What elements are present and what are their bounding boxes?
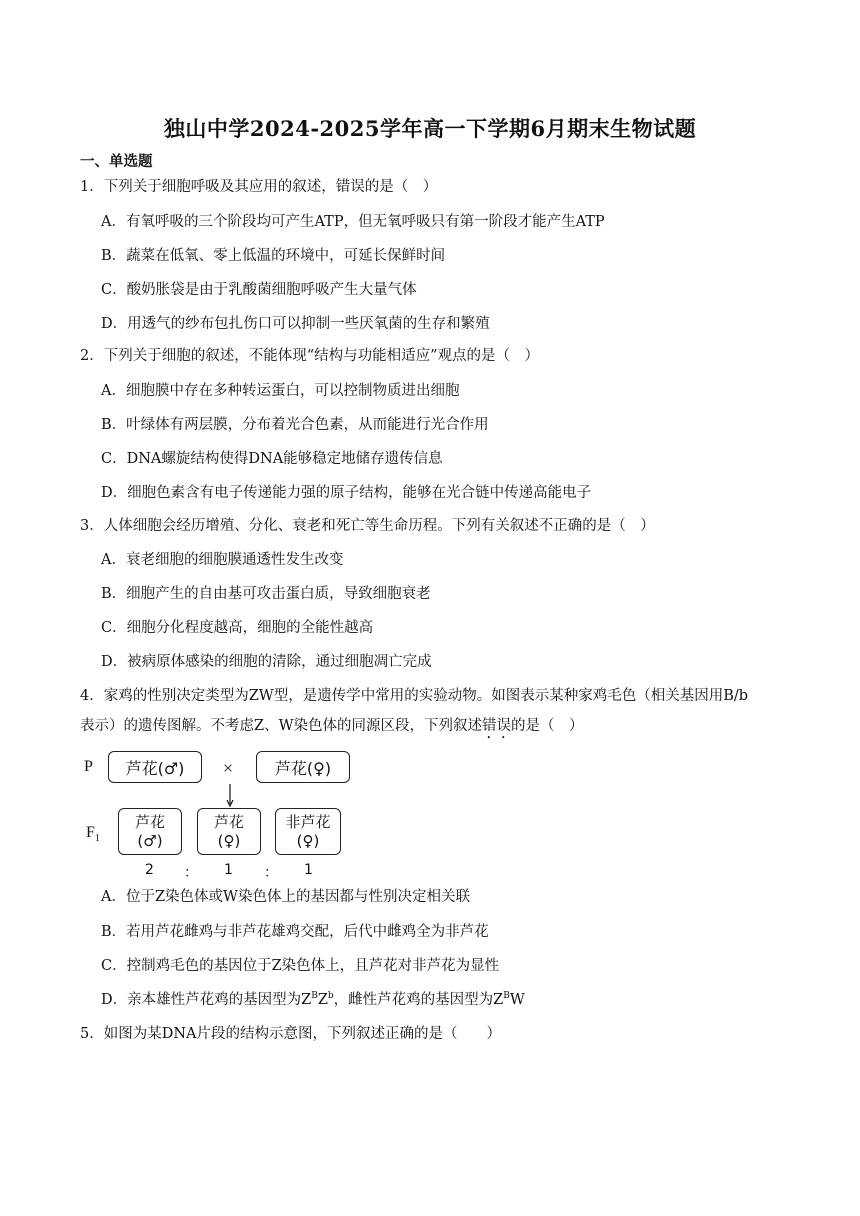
offspring-box-2 (197, 808, 261, 855)
question-3-option-b: B．细胞产生的自由基可攻击蛋白质，导致细胞衰老 (101, 586, 431, 602)
question-3-option-d: D．被病原体感染的细胞的清除，通过细胞凋亡完成 (101, 654, 432, 670)
allele-superscript: B (311, 991, 318, 1002)
question-3-option-a: A．衰老细胞的细胞膜通透性发生改变 (101, 552, 344, 568)
allele-superscript: B (503, 991, 510, 1002)
option-d-text: W (509, 992, 525, 1008)
ratio-colon-1: ： (184, 865, 198, 881)
section-heading: 一、单选题 (80, 153, 153, 170)
offspring-sex: (♂) (137, 831, 163, 850)
question-1-option-d: D．用透气的纱布包扎伤口可以抑制一些厌氧菌的生存和繁殖 (101, 316, 490, 332)
emphasized-word: 错误 (481, 718, 511, 734)
ratio-colon-2: ： (264, 865, 278, 881)
question-3-option-c: C．细胞分化程度越高，细胞的全能性越高 (101, 620, 374, 636)
cross-symbol: × (223, 758, 234, 778)
question-4-option-c: C．控制鸡毛色的基因位于Z染色体上，且芦花对非芦花为显性 (101, 958, 500, 974)
offspring-phenotype: 非芦花 (285, 812, 331, 831)
question-2-option-b: B．叶绿体有两层膜，分布着光合色素，从而能进行光合作用 (101, 417, 489, 433)
question-1-option-c: C．酸奶胀袋是由于乳酸菌细胞呼吸产生大量气体 (101, 282, 417, 298)
f1-generation-label (86, 824, 100, 844)
offspring-phenotype: 芦花 (134, 812, 165, 831)
question-4-stem-line1: 4．家鸡的性别决定类型为ZW型，是遗传学中常用的实验动物。如图表示某种家鸡毛色（相关基因用B/b (80, 688, 749, 704)
ratio-value-3: 1 (304, 862, 313, 878)
question-4-option-a: A．位于Z染色体或W染色体上的基因都与性别决定相关联 (101, 889, 470, 905)
offspring-sex: (♀) (217, 831, 241, 850)
offspring-sex: (♀) (296, 831, 320, 850)
allele-superscript: b (327, 991, 334, 1002)
question-5-stem: 5．如图为某DNA片段的结构示意图，下列叙述正确的是（ ） (80, 1026, 502, 1042)
stem-text: 表示）的遗传图解。不考虑Z、W染色体的同源区段，下列叙述 (80, 718, 482, 734)
question-4-stem-line2 (80, 716, 583, 742)
offspring-box-3 (275, 808, 341, 855)
inheritance-diagram (84, 748, 354, 883)
offspring-box-1 (118, 808, 182, 855)
question-2-option-d: D．细胞色素含有电子传递能力强的原子结构，能够在光合链中传递高能电子 (101, 485, 592, 501)
question-4-option-d (101, 990, 525, 1010)
question-3-stem: 3．人体细胞会经历增殖、分化、衰老和死亡等生命历程。下列有关叙述不正确的是（ ） (80, 518, 655, 534)
question-1-option-a: A．有氧呼吸的三个阶段均可产生ATP，但无氧呼吸只有第一阶段才能产生ATP (101, 214, 605, 230)
question-2-stem: 2．下列关于细胞的叙述，不能体现“结构与功能相适应”观点的是（ ） (80, 348, 540, 364)
ratio-value-1: 2 (145, 862, 154, 878)
ratio-value-2: 1 (224, 862, 233, 878)
option-d-text: Z (317, 992, 328, 1008)
question-2-option-c: C．DNA螺旋结构使得DNA能够稳定地储存遗传信息 (101, 451, 443, 467)
f1-letter: F (86, 824, 95, 841)
question-4-option-b: B．若用芦花雌鸡与非芦花雄鸡交配，后代中雌鸡全为非芦花 (101, 924, 489, 940)
parent-generation-label: P (84, 758, 93, 775)
page-title: 独山中学2024-2025学年高一下学期6月期末生物试题 (163, 116, 697, 141)
f1-subscript: 1 (94, 833, 100, 845)
option-d-text: D．亲本雄性芦花鸡的基因型为Z (101, 992, 312, 1008)
parent-male-box: 芦花(♂) (108, 751, 202, 783)
question-2-option-a: A．细胞膜中存在多种转运蛋白，可以控制物质进出细胞 (101, 383, 460, 399)
option-d-text: ，雌性芦花鸡的基因型为Z (333, 992, 504, 1008)
parent-female-box: 芦花(♀) (256, 751, 350, 783)
offspring-phenotype: 芦花 (213, 812, 244, 831)
question-1-option-b: B．蔬菜在低氧、零上低温的环境中，可延长保鲜时间 (101, 248, 446, 264)
down-arrow-icon (224, 784, 236, 808)
stem-text-end: 的是（ ） (510, 718, 584, 734)
question-1-stem: 1．下列关于细胞呼吸及其应用的叙述，错误的是（ ） (80, 179, 438, 195)
